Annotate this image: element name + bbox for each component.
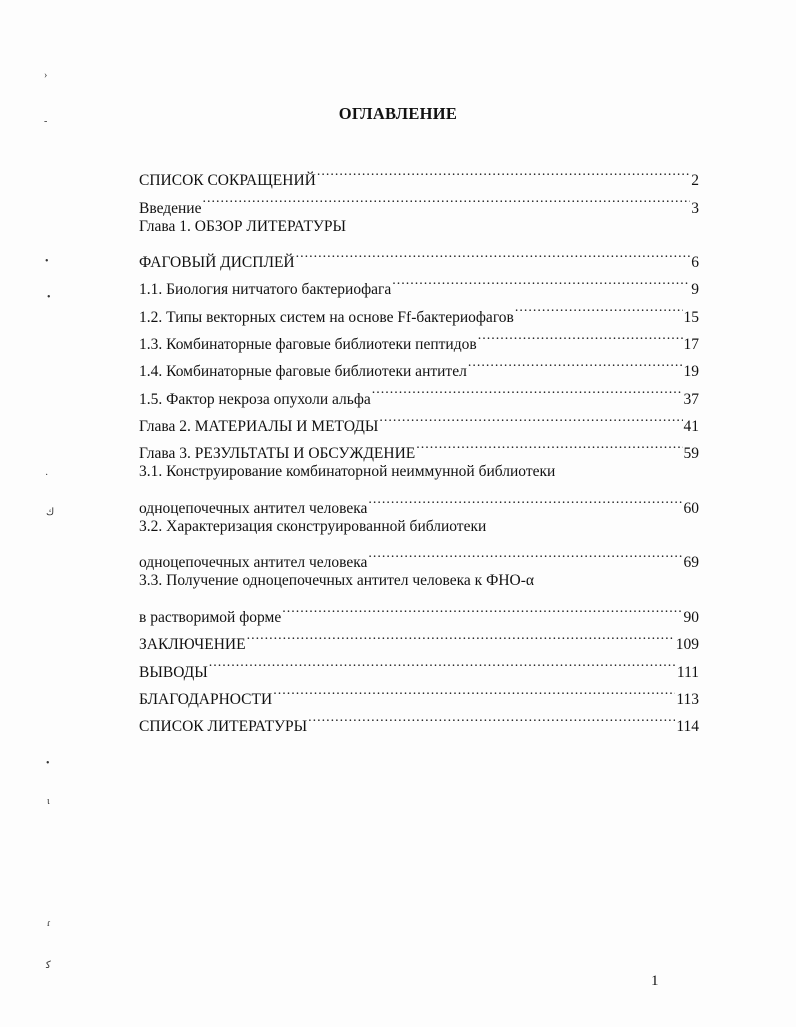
toc-leader-dots — [202, 185, 690, 212]
toc-entry — [139, 567, 699, 594]
toc-entry-page: 111 — [676, 663, 699, 681]
toc-entry-page: 41 — [683, 417, 699, 435]
toc-entry-page: 2 — [691, 172, 699, 190]
page-number: 1 — [651, 973, 659, 989]
toc-leader-dots — [478, 322, 683, 349]
toc-entry-page: 69 — [683, 554, 699, 572]
scan-speck: • — [46, 758, 50, 769]
toc-entry-label: СПИСОК ЛИТЕРАТУРЫ — [139, 718, 308, 736]
toc-entry-page: 17 — [683, 336, 699, 354]
scan-speck: - — [44, 116, 48, 127]
scan-speck: ﻙ — [46, 507, 55, 518]
toc-entry-label: 3.3. Получение одноцепочечных антител человека к ФНО-α — [139, 572, 534, 590]
toc-leader-dots — [317, 158, 690, 185]
toc-entry-label: БЛАГОДАРНОСТИ — [139, 690, 273, 708]
toc-leader-dots — [368, 486, 682, 513]
toc-entry — [139, 240, 699, 272]
toc-entry — [139, 649, 699, 681]
toc-entry-label: одноцепочечных антител человека — [139, 499, 368, 517]
toc-entry-page: 59 — [683, 445, 699, 463]
scan-speck: › — [44, 70, 48, 81]
toc-entry-label: 1.3. Комбинаторные фаговые библиотеки пептидов — [139, 336, 477, 354]
toc-entry-label: Глава 1. ОБЗОР ЛИТЕРАТУРЫ — [139, 217, 347, 235]
toc-entry-page: 60 — [683, 499, 699, 517]
toc-entry-page: 15 — [683, 308, 699, 326]
toc-entry — [139, 158, 699, 190]
toc-entry-page: 37 — [683, 390, 699, 408]
toc-leader-dots — [468, 349, 683, 376]
toc-entry-page: 109 — [675, 636, 699, 654]
toc-entry-label: СПИСОК СОКРАЩЕНИЙ — [139, 172, 316, 190]
toc-entry — [139, 540, 699, 572]
scan-speck: ﻛ — [46, 960, 51, 971]
toc-entry-label: одноцепочечных антител человека — [139, 554, 368, 572]
scan-speck: • — [47, 292, 51, 303]
toc-entry — [139, 595, 699, 627]
scan-speck: ι — [47, 796, 50, 807]
toc-leader-dots — [296, 240, 691, 267]
toc-leader-dots — [273, 677, 675, 704]
toc-entry-page: 114 — [676, 718, 699, 736]
toc-entry-label: 3.1. Конструирование комбинаторной неиммунной библиотеки — [139, 463, 556, 481]
toc-leader-dots — [379, 404, 682, 431]
toc-leader-dots — [282, 595, 682, 622]
toc-leader-dots — [209, 649, 676, 676]
scan-speck: ɾ — [47, 918, 51, 929]
toc-leader-dots — [392, 267, 690, 294]
toc-entry-label: ВЫВОДЫ — [139, 663, 208, 681]
toc-entry-page: 6 — [691, 254, 699, 272]
toc-entry — [139, 486, 699, 517]
toc-entry-label: 1.4. Комбинаторные фаговые библиотеки антител — [139, 363, 467, 381]
toc-entry-label: 1.5. Фактор некроза опухоли альфа — [139, 390, 371, 408]
toc-entry-label: ФАГОВЫЙ ДИСПЛЕЙ — [139, 254, 295, 272]
toc-entry — [139, 185, 699, 217]
toc-entry-label: ЗАКЛЮЧЕНИЕ — [139, 636, 246, 654]
scan-speck: • — [45, 256, 49, 267]
toc-entry — [139, 677, 699, 708]
toc-leader-dots — [247, 622, 675, 649]
toc-entry-page: 19 — [683, 363, 699, 381]
toc-entry-label: Глава 2. МАТЕРИАЛЫ И МЕТОДЫ — [139, 417, 379, 435]
toc-leader-dots — [308, 704, 675, 731]
toc-entry-page: 9 — [691, 281, 699, 299]
toc-leader-dots — [515, 294, 683, 321]
toc-entry-label: Введение — [139, 199, 202, 217]
toc-leader-dots — [372, 376, 683, 403]
toc-entry-label: Глава 3. РЕЗУЛЬТАТЫ И ОБСУЖДЕНИЕ — [139, 445, 416, 463]
toc-leader-dots — [368, 540, 682, 567]
toc-entry-page: 90 — [683, 609, 699, 627]
toc-entry-label: в растворимой форме — [139, 609, 282, 627]
toc-entry — [139, 458, 699, 485]
toc-entry — [139, 213, 699, 240]
toc-entry-label: 1.1. Биология нитчатого бактериофага — [139, 281, 392, 299]
page-title: ОГЛАВЛЕНИЕ — [338, 104, 458, 123]
table-of-contents — [139, 158, 699, 736]
toc-entry — [139, 513, 699, 540]
toc-entry-page: 113 — [676, 690, 699, 708]
toc-entry-label: 3.2. Характеризация сконструированной библиотеки — [139, 517, 487, 535]
toc-entry-label: 1.2. Типы векторных систем на основе Ff-бактериофагов — [139, 308, 514, 326]
toc-entry-page: 3 — [691, 199, 699, 217]
toc-leader-dots — [416, 431, 682, 458]
scan-speck: · — [45, 470, 49, 481]
